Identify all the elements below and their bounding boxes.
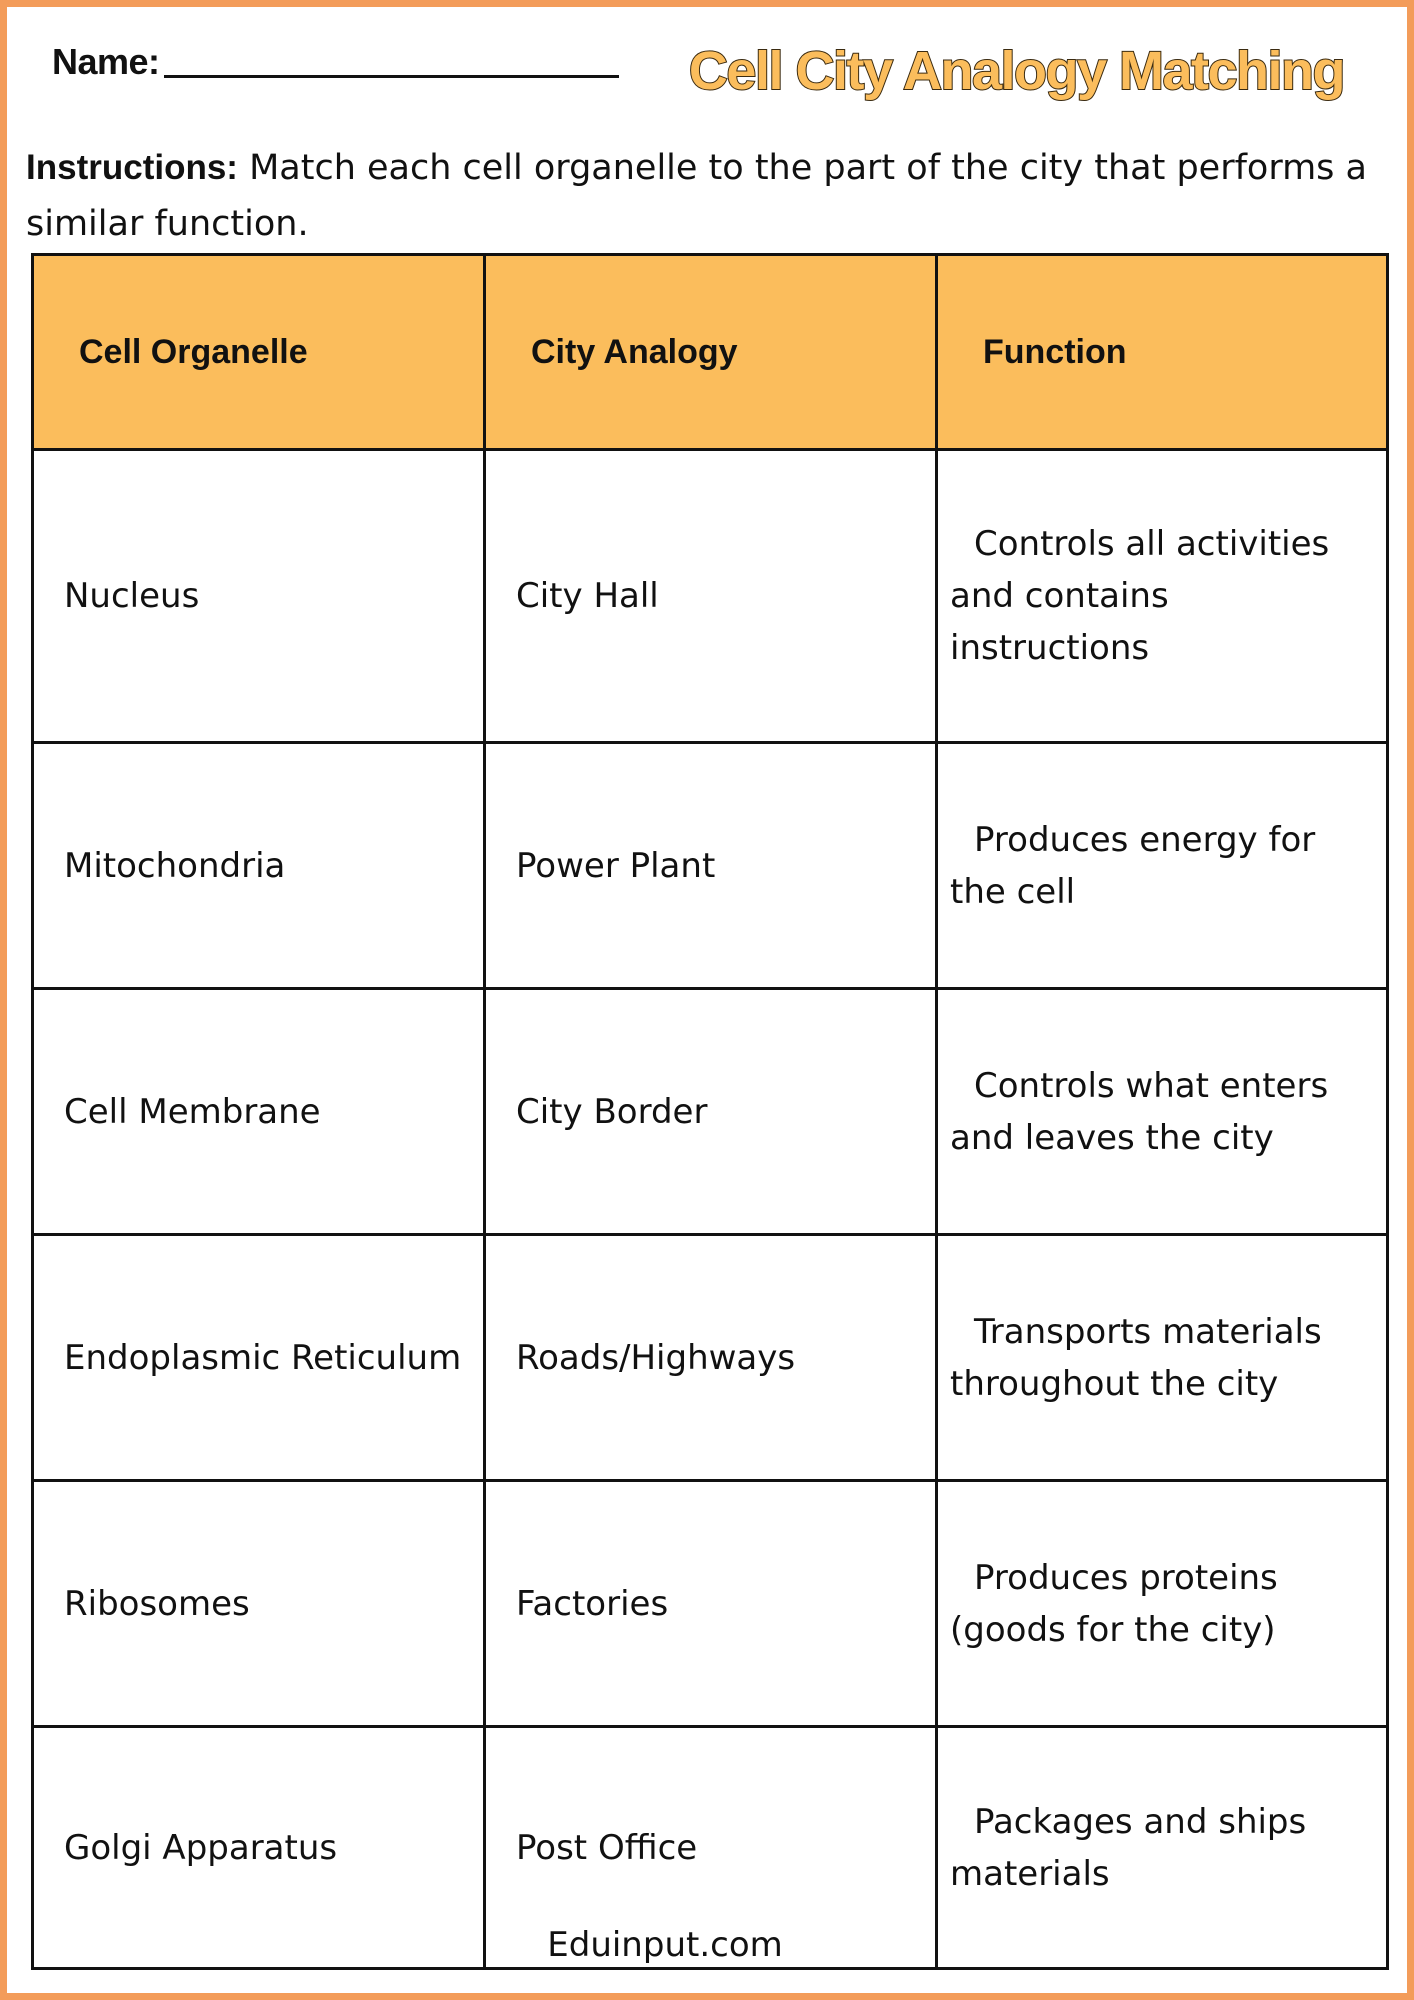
function-text: Produces proteins (goods for the city)	[950, 1557, 1278, 1650]
matching-table	[31, 253, 1389, 1970]
instructions-label: Instructions:	[26, 148, 238, 187]
instructions	[26, 140, 1386, 252]
organelle-cell: Ribosomes	[33, 1481, 485, 1727]
name-label: Name:	[52, 41, 160, 82]
organelle-cell: Golgi Apparatus	[33, 1727, 485, 1969]
column-header-city-analogy: City Analogy	[485, 255, 937, 450]
function-text: Transports materials throughout the city	[950, 1311, 1322, 1404]
function-text: Controls all activities and contains instructions	[950, 524, 1330, 668]
function-text: Produces energy for the cell	[950, 819, 1316, 912]
organelle-cell: Nucleus	[33, 450, 485, 743]
city-analogy-cell: Factories	[485, 1481, 937, 1727]
table-row	[33, 743, 1388, 989]
footer-credit: Eduinput.com	[547, 1925, 783, 1965]
organelle-cell: Cell Membrane	[33, 989, 485, 1235]
table-row	[33, 1235, 1388, 1481]
worksheet-title: Cell City Analogy Matching	[688, 41, 1344, 101]
city-analogy-cell: Roads/Highways	[485, 1235, 937, 1481]
table-row	[33, 989, 1388, 1235]
function-cell	[937, 743, 1388, 989]
name-row	[52, 41, 619, 82]
table-header-row	[33, 255, 1388, 450]
table-row	[33, 450, 1388, 743]
function-cell	[937, 1235, 1388, 1481]
function-text: Controls what enters and leaves the city	[950, 1065, 1329, 1158]
function-text: Packages and ships materials	[950, 1801, 1307, 1894]
table-row	[33, 1481, 1388, 1727]
function-cell	[937, 450, 1388, 743]
column-header-function: Function	[937, 255, 1388, 450]
function-cell	[937, 989, 1388, 1235]
city-analogy-cell: Post Office	[485, 1727, 937, 1969]
organelle-cell: Mitochondria	[33, 743, 485, 989]
city-analogy-cell: City Hall	[485, 450, 937, 743]
column-header-organelle: Cell Organelle	[33, 255, 485, 450]
name-input-line[interactable]	[164, 75, 619, 78]
function-cell	[937, 1481, 1388, 1727]
city-analogy-cell: Power Plant	[485, 743, 937, 989]
organelle-cell: Endoplasmic Reticulum	[33, 1235, 485, 1481]
city-analogy-cell: City Border	[485, 989, 937, 1235]
instructions-text: Match each cell organelle to the part of the city that performs a similar function.	[26, 148, 1367, 244]
